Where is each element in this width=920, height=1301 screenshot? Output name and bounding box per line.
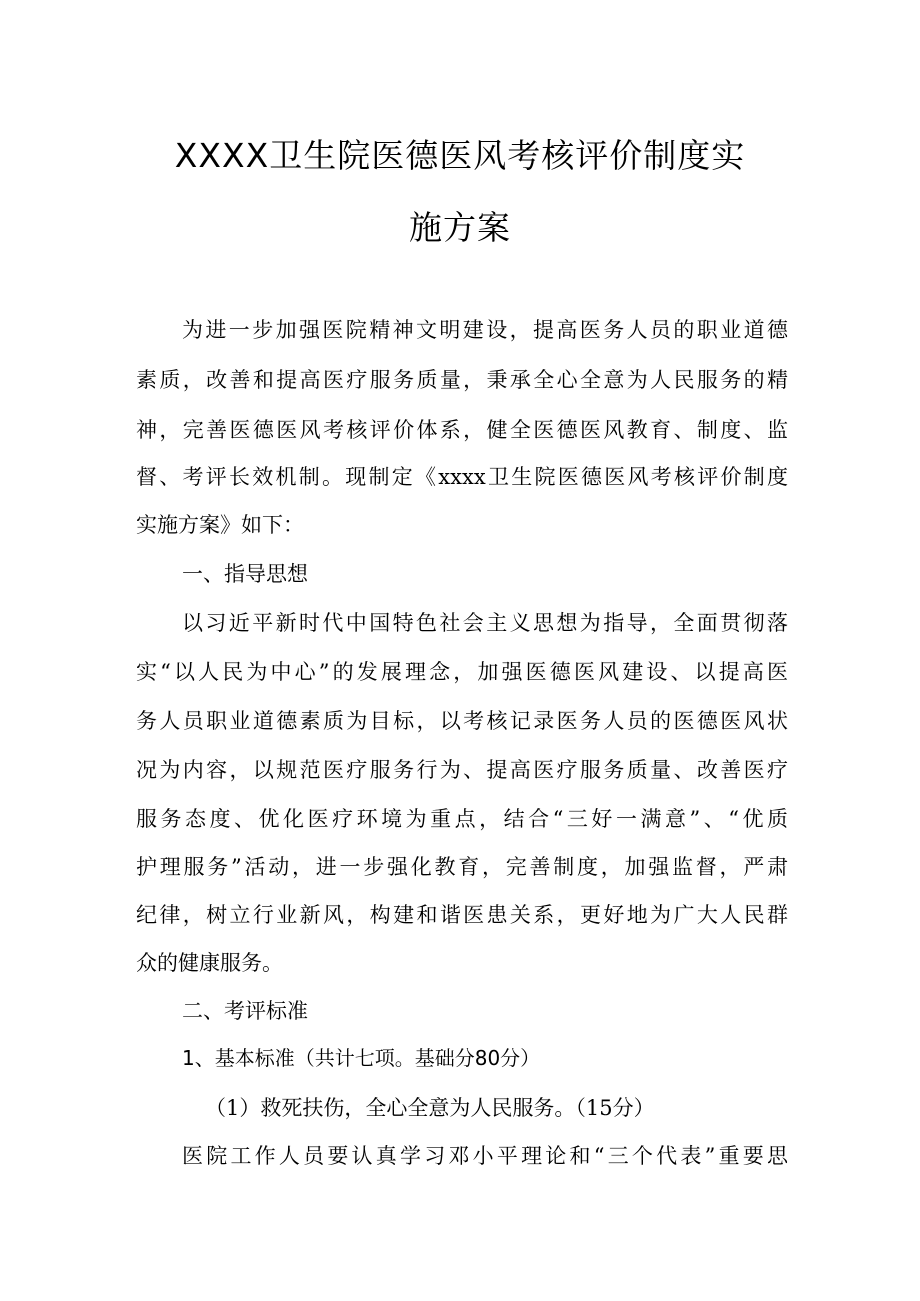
document-title-line-1: XXXX卫生院医德医风考核评价制度实 — [174, 136, 746, 175]
section1-line-1: 以习近平新时代中国特色社会主义思想为指导，全面贯彻落 — [182, 611, 788, 635]
intro-line-1: 为进一步加强医院精神文明建设，提高医务人员的职业道德 — [182, 318, 788, 342]
intro-line-4: 督、考评长效机制。现制定《xxxx卫生院医德医风考核评价制度 — [136, 465, 788, 489]
section1-line-4: 况为内容，以规范医疗服务行为、提高医疗服务质量、改善医疗 — [136, 758, 788, 782]
section1-line-5: 服务态度、优化医疗环境为重点，结合“三好一满意”、“优质 — [136, 807, 788, 831]
section-heading-evaluation-criteria: 二、考评标准 — [182, 999, 308, 1023]
section1-line-2: 实“以人民为中心”的发展理念，加强医德医风建设、以提高医 — [136, 660, 788, 684]
document-title-line-2: 施方案 — [409, 208, 511, 247]
intro-line-3: 神，完善医德医风考核评价体系，健全医德医风教育、制度、监 — [136, 418, 788, 442]
section1-line-3: 务人员职业道德素质为目标，以考核记录医务人员的医德医风状 — [136, 709, 788, 733]
section1-line-6: 护理服务”活动，进一步强化教育，完善制度，加强监督，严肃 — [136, 855, 788, 879]
section-heading-guiding-ideology: 一、指导思想 — [182, 562, 308, 586]
subsection-heading-basic-standards: 1、基本标准（共计七项。基础分80分） — [182, 1046, 541, 1070]
item1-body-line-1: 医院工作人员要认真学习邓小平理论和“三个代表”重要思 — [182, 1144, 788, 1168]
intro-line-2: 素质，改善和提高医疗服务质量，秉承全心全意为人民服务的精 — [136, 368, 788, 392]
section1-line-8: 众的健康服务。 — [136, 951, 283, 975]
intro-line-5: 实施方案》如下： — [136, 513, 304, 537]
section1-line-7: 纪律，树立行业新风，构建和谐医患关系，更好地为广大人民群 — [136, 903, 788, 927]
item-heading-rescue: （1）救死扶伤，全心全意为人民服务。（15分） — [205, 1096, 655, 1120]
